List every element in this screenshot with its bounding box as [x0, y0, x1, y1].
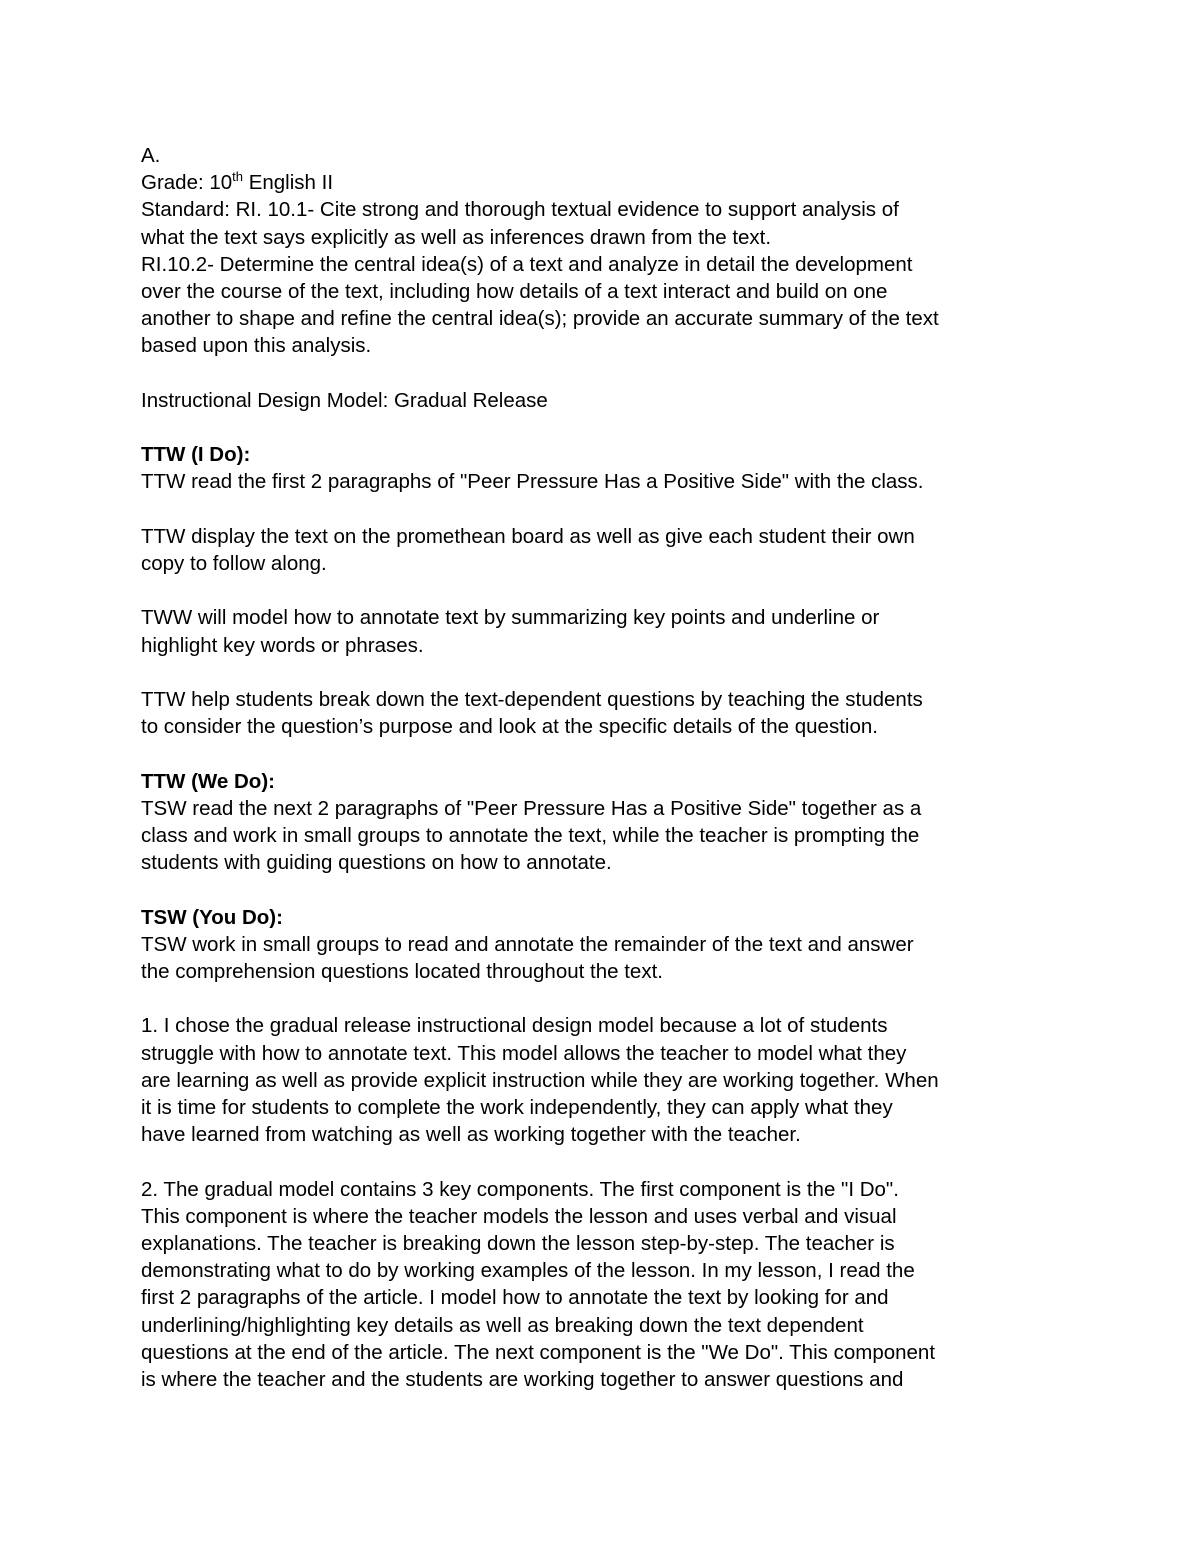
grade-line	[141, 169, 1071, 196]
i-do-heading: TTW (I Do):	[141, 443, 251, 467]
spacer	[141, 876, 1071, 903]
i-do-paragraph-line: TTW display the text on the promethean board as well as give each student their own	[141, 524, 915, 548]
standard-line: based upon this analysis.	[141, 334, 372, 358]
design-model-line: Instructional Design Model: Gradual Release	[141, 388, 548, 412]
grade-suffix: English II	[243, 171, 334, 195]
answer-1-line: it is time for students to complete the work independently, they can apply what they	[141, 1095, 893, 1119]
standard-line: over the course of the text, including how details of a text interact and build on one	[141, 280, 888, 304]
grade-superscript: th	[232, 169, 244, 185]
answer-2-line: This component is where the teacher models the lesson and uses verbal and visual	[141, 1204, 897, 1228]
standard-line: RI.10.2- Determine the central idea(s) of a text and analyze in detail the development	[141, 252, 913, 276]
you-do-heading: TSW (You Do):	[141, 905, 283, 929]
i-do-paragraph-line: TTW read the first 2 paragraphs of "Peer Pressure Has a Positive Side" with the class.	[141, 470, 924, 494]
we-do-paragraph-line: class and work in small groups to annotate the text, while the teacher is prompting the	[141, 823, 920, 847]
spacer	[141, 577, 1071, 604]
spacer	[141, 985, 1071, 1012]
answer-1-line: have learned from watching as well as working together with the teacher.	[141, 1123, 801, 1147]
we-do-section	[141, 768, 1071, 877]
answer-1-line: struggle with how to annotate text. This model allows the teacher to model what they	[141, 1041, 907, 1065]
answer-2-line: questions at the end of the article. The next component is the "We Do". This component	[141, 1340, 936, 1364]
i-do-paragraph-line: highlight key words or phrases.	[141, 633, 424, 657]
spacer	[141, 360, 1071, 387]
we-do-paragraph-line: TSW read the next 2 paragraphs of "Peer Pressure Has a Positive Side" together as a	[141, 796, 922, 820]
answer-2-line: explanations. The teacher is breaking down the lesson step-by-step. The teacher is	[141, 1231, 895, 1255]
spacer	[141, 740, 1071, 767]
answer-1-line: are learning as well as provide explicit instruction while they are working together. When	[141, 1068, 939, 1092]
standard-block	[141, 196, 1071, 359]
i-do-paragraph-line: to consider the question’s purpose and look at the specific details of the question.	[141, 715, 878, 739]
i-do-section	[141, 441, 1071, 740]
standard-line: another to shape and refine the central idea(s); provide an accurate summary of the text	[141, 307, 939, 331]
i-do-paragraph-line: TWW will model how to annotate text by summarizing key points and underline or	[141, 606, 880, 630]
answer-2	[141, 1176, 1071, 1394]
you-do-section	[141, 904, 1071, 986]
i-do-paragraph-line: TTW help students break down the text-dependent questions by teaching the students	[141, 687, 923, 711]
document-page	[141, 142, 1071, 1393]
answer-2-line: demonstrating what to do by working examples of the lesson. In my lesson, I read the	[141, 1259, 915, 1283]
spacer	[141, 1148, 1071, 1175]
spacer	[141, 496, 1071, 523]
you-do-paragraph-line: TSW work in small groups to read and annotate the remainder of the text and answer	[141, 932, 914, 956]
answer-1	[141, 1012, 1071, 1148]
standard-line: Standard: RI. 10.1- Cite strong and thorough textual evidence to support analysis of	[141, 198, 899, 222]
answer-2-line: first 2 paragraphs of the article. I model how to annotate the text by looking for and	[141, 1286, 889, 1310]
standard-line: what the text says explicitly as well as inferences drawn from the text.	[141, 225, 772, 249]
answer-2-line: 2. The gradual model contains 3 key components. The first component is the "I Do".	[141, 1177, 899, 1201]
we-do-paragraph-line: students with guiding questions on how to annotate.	[141, 851, 612, 875]
section-label: A.	[141, 144, 161, 167]
we-do-heading: TTW (We Do):	[141, 769, 275, 793]
spacer	[141, 414, 1071, 441]
answer-2-line: underlining/highlighting key details as well as breaking down the text dependent	[141, 1313, 864, 1337]
answer-2-line: is where the teacher and the students are working together to answer questions and	[141, 1368, 904, 1391]
i-do-paragraph-line: copy to follow along.	[141, 552, 327, 575]
grade-prefix: Grade: 10	[141, 171, 233, 195]
answer-1-line: 1. I chose the gradual release instructional design model because a lot of students	[141, 1014, 888, 1038]
you-do-paragraph-line: the comprehension questions located throughout the text.	[141, 959, 663, 983]
spacer	[141, 659, 1071, 686]
